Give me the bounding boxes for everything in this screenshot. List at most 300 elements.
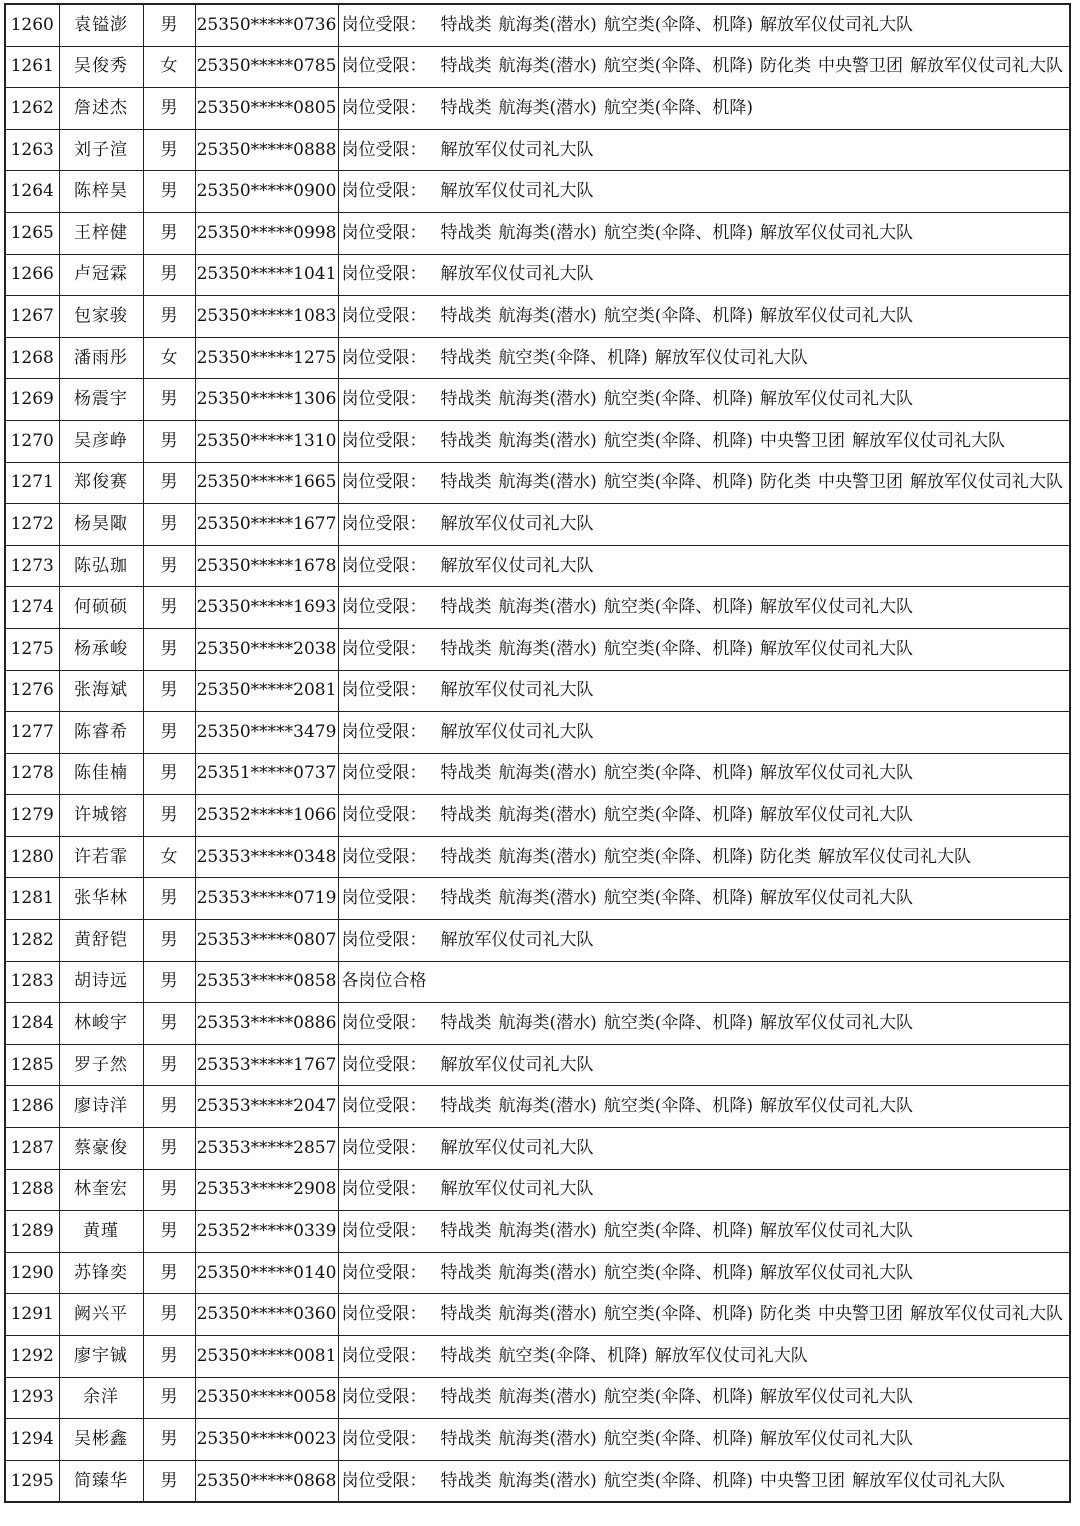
restricted-post-tag: 航海类(潜水) bbox=[498, 430, 597, 451]
gender-cell: 男 bbox=[143, 504, 195, 546]
row-number-cell: 1270 bbox=[5, 420, 59, 462]
restriction-cell bbox=[338, 1419, 1070, 1461]
id-number-cell: 25353*****1767 bbox=[195, 1044, 338, 1086]
table-row bbox=[5, 961, 1070, 1003]
id-number-cell: 25350*****0140 bbox=[195, 1252, 338, 1294]
id-number-cell: 25350*****1306 bbox=[195, 379, 338, 421]
restriction-cell bbox=[338, 420, 1070, 462]
restricted-post-tag: 航海类(潜水) bbox=[498, 597, 597, 618]
id-number-cell: 25353*****2857 bbox=[195, 1128, 338, 1170]
row-number-cell: 1260 bbox=[5, 4, 59, 46]
gender-cell: 男 bbox=[143, 712, 195, 754]
restricted-post-tag: 特战类 bbox=[440, 389, 492, 410]
gender-cell: 男 bbox=[143, 420, 195, 462]
restricted-post-tag: 解放军仪仗司礼大队 bbox=[440, 555, 594, 576]
restricted-post-tag: 解放军仪仗司礼大队 bbox=[760, 597, 914, 618]
restricted-post-tag: 特战类 bbox=[440, 1096, 492, 1117]
id-number-cell: 25350*****0736 bbox=[195, 4, 338, 46]
restricted-post-tag: 特战类 bbox=[440, 1428, 492, 1449]
restriction-cell bbox=[338, 1211, 1070, 1253]
restriction-prefix: 岗位受限： bbox=[341, 1137, 427, 1158]
restriction-prefix: 岗位受限： bbox=[341, 763, 427, 784]
restriction-cell bbox=[338, 628, 1070, 670]
restriction-cell bbox=[338, 878, 1070, 920]
restriction-prefix: 岗位受限： bbox=[341, 1013, 427, 1034]
name-cell: 袁镒澎 bbox=[59, 4, 143, 46]
restriction-prefix: 岗位受限： bbox=[341, 1428, 427, 1449]
restricted-post-tag: 特战类 bbox=[440, 638, 492, 659]
restricted-post-tag: 解放军仪仗司礼大队 bbox=[760, 888, 914, 909]
restricted-post-tag: 解放军仪仗司礼大队 bbox=[760, 1387, 914, 1408]
restricted-post-tag: 航空类(伞降、机降) bbox=[603, 1304, 754, 1325]
row-number-cell: 1266 bbox=[5, 254, 59, 296]
gender-cell: 男 bbox=[143, 753, 195, 795]
name-cell: 苏锋奕 bbox=[59, 1252, 143, 1294]
restriction-cell bbox=[338, 795, 1070, 837]
restricted-post-tag: 解放军仪仗司礼大队 bbox=[910, 56, 1064, 77]
restriction-prefix: 岗位受限： bbox=[341, 139, 427, 160]
row-number-cell: 1269 bbox=[5, 379, 59, 421]
name-cell: 蔡豪俊 bbox=[59, 1128, 143, 1170]
restricted-post-tag: 航空类(伞降、机降) bbox=[603, 805, 754, 826]
restriction-prefix: 岗位受限： bbox=[341, 181, 427, 202]
row-number-cell: 1276 bbox=[5, 670, 59, 712]
id-number-cell: 25350*****0023 bbox=[195, 1419, 338, 1461]
id-number-cell: 25353*****0719 bbox=[195, 878, 338, 920]
id-number-cell: 25350*****0360 bbox=[195, 1294, 338, 1336]
restriction-cell bbox=[338, 1169, 1070, 1211]
id-number-cell: 25350*****1310 bbox=[195, 420, 338, 462]
gender-cell: 男 bbox=[143, 628, 195, 670]
restricted-post-tag: 航海类(潜水) bbox=[498, 1262, 597, 1283]
restriction-cell bbox=[338, 712, 1070, 754]
row-number-cell: 1273 bbox=[5, 545, 59, 587]
table-row bbox=[5, 545, 1070, 587]
table-row bbox=[5, 753, 1070, 795]
gender-cell: 男 bbox=[143, 88, 195, 130]
name-cell: 廖宇铖 bbox=[59, 1336, 143, 1378]
table-row bbox=[5, 46, 1070, 88]
id-number-cell: 25353*****0807 bbox=[195, 920, 338, 962]
restricted-post-tag: 航海类(潜水) bbox=[498, 1096, 597, 1117]
restriction-cell bbox=[338, 1377, 1070, 1419]
restricted-post-tag: 特战类 bbox=[440, 1221, 492, 1242]
restriction-cell bbox=[338, 1460, 1070, 1502]
table-row bbox=[5, 712, 1070, 754]
id-number-cell: 25350*****0805 bbox=[195, 88, 338, 130]
restriction-prefix: 岗位受限： bbox=[341, 555, 427, 576]
name-cell: 包家骏 bbox=[59, 296, 143, 338]
restricted-post-tag: 解放军仪仗司礼大队 bbox=[440, 1137, 594, 1158]
name-cell: 郑俊赛 bbox=[59, 462, 143, 504]
row-number-cell: 1268 bbox=[5, 337, 59, 379]
gender-cell: 男 bbox=[143, 1336, 195, 1378]
restricted-post-tag: 解放军仪仗司礼大队 bbox=[760, 638, 914, 659]
table-row bbox=[5, 795, 1070, 837]
name-cell: 卢冠霖 bbox=[59, 254, 143, 296]
name-cell: 阙兴平 bbox=[59, 1294, 143, 1336]
gender-cell: 男 bbox=[143, 1003, 195, 1045]
restriction-cell bbox=[338, 753, 1070, 795]
restriction-cell bbox=[338, 4, 1070, 46]
restricted-post-tag: 中央警卫团 bbox=[760, 1470, 846, 1491]
id-number-cell: 25350*****1693 bbox=[195, 587, 338, 629]
name-cell: 余洋 bbox=[59, 1377, 143, 1419]
restriction-cell bbox=[338, 587, 1070, 629]
restriction-prefix: 岗位受限： bbox=[341, 513, 427, 534]
row-number-cell: 1282 bbox=[5, 920, 59, 962]
restricted-post-tag: 特战类 bbox=[440, 763, 492, 784]
name-cell: 林奎宏 bbox=[59, 1169, 143, 1211]
name-cell: 潘雨彤 bbox=[59, 337, 143, 379]
restricted-post-tag: 解放军仪仗司礼大队 bbox=[654, 347, 808, 368]
restricted-post-tag: 航空类(伞降、机降) bbox=[603, 1013, 754, 1034]
id-number-cell: 25350*****2081 bbox=[195, 670, 338, 712]
table-row bbox=[5, 171, 1070, 213]
restricted-post-tag: 航海类(潜水) bbox=[498, 1470, 597, 1491]
restricted-post-tag: 航海类(潜水) bbox=[498, 1221, 597, 1242]
restricted-post-tag: 航空类(伞降、机降) bbox=[603, 56, 754, 77]
restricted-post-tag: 解放军仪仗司礼大队 bbox=[910, 472, 1064, 493]
restriction-cell bbox=[338, 337, 1070, 379]
restricted-post-tag: 航海类(潜水) bbox=[498, 222, 597, 243]
table-row bbox=[5, 212, 1070, 254]
gender-cell: 女 bbox=[143, 46, 195, 88]
restricted-post-tag: 解放军仪仗司礼大队 bbox=[760, 1428, 914, 1449]
name-cell: 许城镕 bbox=[59, 795, 143, 837]
restriction-cell bbox=[338, 836, 1070, 878]
name-cell: 王梓健 bbox=[59, 212, 143, 254]
gender-cell: 男 bbox=[143, 254, 195, 296]
restricted-post-tag: 航空类(伞降、机降) bbox=[603, 222, 754, 243]
id-number-cell: 25350*****0868 bbox=[195, 1460, 338, 1502]
id-number-cell: 25350*****0785 bbox=[195, 46, 338, 88]
restricted-post-tag: 特战类 bbox=[440, 805, 492, 826]
table-row bbox=[5, 920, 1070, 962]
restricted-post-tag: 解放军仪仗司礼大队 bbox=[760, 1096, 914, 1117]
gender-cell: 男 bbox=[143, 961, 195, 1003]
id-number-cell: 25353*****2908 bbox=[195, 1169, 338, 1211]
restriction-prefix: 岗位受限： bbox=[341, 680, 427, 701]
table-row bbox=[5, 1419, 1070, 1461]
restricted-post-tag: 航空类(伞降、机降) bbox=[498, 1345, 648, 1366]
restriction-prefix: 岗位受限： bbox=[341, 638, 427, 659]
name-cell: 陈弘珈 bbox=[59, 545, 143, 587]
name-cell: 詹述杰 bbox=[59, 88, 143, 130]
restricted-post-tag: 解放军仪仗司礼大队 bbox=[852, 430, 1006, 451]
name-cell: 吴彬鑫 bbox=[59, 1419, 143, 1461]
table-row bbox=[5, 1252, 1070, 1294]
table-row bbox=[5, 4, 1070, 46]
name-cell: 陈睿希 bbox=[59, 712, 143, 754]
name-cell: 吴俊秀 bbox=[59, 46, 143, 88]
name-cell: 林峻宇 bbox=[59, 1003, 143, 1045]
restricted-post-tag: 解放军仪仗司礼大队 bbox=[760, 389, 914, 410]
restriction-cell bbox=[338, 462, 1070, 504]
restricted-post-tag: 解放军仪仗司礼大队 bbox=[440, 139, 594, 160]
row-number-cell: 1292 bbox=[5, 1336, 59, 1378]
gender-cell: 男 bbox=[143, 1211, 195, 1253]
name-cell: 廖诗洋 bbox=[59, 1086, 143, 1128]
gender-cell: 女 bbox=[143, 337, 195, 379]
gender-cell: 男 bbox=[143, 1419, 195, 1461]
restriction-prefix: 岗位受限： bbox=[341, 805, 427, 826]
table-row bbox=[5, 1294, 1070, 1336]
gender-cell: 男 bbox=[143, 129, 195, 171]
row-number-cell: 1267 bbox=[5, 296, 59, 338]
id-number-cell: 25350*****1678 bbox=[195, 545, 338, 587]
restricted-post-tag: 航空类(伞降、机降) bbox=[603, 1262, 754, 1283]
name-cell: 简臻华 bbox=[59, 1460, 143, 1502]
restricted-post-tag: 解放军仪仗司礼大队 bbox=[440, 721, 594, 742]
restricted-post-tag: 航海类(潜水) bbox=[498, 846, 597, 867]
id-number-cell: 25350*****0998 bbox=[195, 212, 338, 254]
restriction-cell bbox=[338, 504, 1070, 546]
row-number-cell: 1263 bbox=[5, 129, 59, 171]
name-cell: 张华林 bbox=[59, 878, 143, 920]
table-row bbox=[5, 462, 1070, 504]
gender-cell: 男 bbox=[143, 1044, 195, 1086]
row-number-cell: 1278 bbox=[5, 753, 59, 795]
restricted-post-tag: 航空类(伞降、机降) bbox=[603, 389, 754, 410]
id-number-cell: 25350*****1665 bbox=[195, 462, 338, 504]
restricted-post-tag: 航空类(伞降、机降) bbox=[603, 1221, 754, 1242]
row-number-cell: 1274 bbox=[5, 587, 59, 629]
restricted-post-tag: 防化类 bbox=[760, 846, 812, 867]
restricted-post-tag: 解放军仪仗司礼大队 bbox=[760, 1221, 914, 1242]
row-number-cell: 1262 bbox=[5, 88, 59, 130]
gender-cell: 男 bbox=[143, 171, 195, 213]
restricted-post-tag: 中央警卫团 bbox=[818, 1304, 904, 1325]
restriction-cell bbox=[338, 171, 1070, 213]
restriction-prefix: 岗位受限： bbox=[341, 929, 427, 950]
restricted-post-tag: 解放军仪仗司礼大队 bbox=[760, 305, 914, 326]
restricted-post-tag: 防化类 bbox=[760, 56, 812, 77]
name-cell: 刘子渲 bbox=[59, 129, 143, 171]
restricted-post-tag: 解放军仪仗司礼大队 bbox=[440, 181, 594, 202]
id-number-cell: 25351*****0737 bbox=[195, 753, 338, 795]
restricted-post-tag: 航空类(伞降、机降) bbox=[603, 846, 754, 867]
restricted-post-tag: 解放军仪仗司礼大队 bbox=[760, 222, 914, 243]
row-number-cell: 1283 bbox=[5, 961, 59, 1003]
restricted-post-tag: 解放军仪仗司礼大队 bbox=[760, 763, 914, 784]
restricted-post-tag: 航空类(伞降、机降) bbox=[498, 347, 648, 368]
restriction-cell bbox=[338, 920, 1070, 962]
table-row bbox=[5, 504, 1070, 546]
id-number-cell: 25350*****1275 bbox=[195, 337, 338, 379]
restricted-post-tag: 航空类(伞降、机降) bbox=[603, 1428, 754, 1449]
gender-cell: 男 bbox=[143, 545, 195, 587]
restricted-post-tag: 特战类 bbox=[440, 472, 492, 493]
name-cell: 何硕硕 bbox=[59, 587, 143, 629]
roster-table-body bbox=[5, 4, 1070, 1502]
name-cell: 陈佳楠 bbox=[59, 753, 143, 795]
restriction-prefix: 岗位受限： bbox=[341, 597, 427, 618]
gender-cell: 男 bbox=[143, 212, 195, 254]
restricted-post-tag: 特战类 bbox=[440, 97, 492, 118]
gender-cell: 女 bbox=[143, 836, 195, 878]
row-number-cell: 1275 bbox=[5, 628, 59, 670]
gender-cell: 男 bbox=[143, 1377, 195, 1419]
id-number-cell: 25352*****0339 bbox=[195, 1211, 338, 1253]
row-number-cell: 1291 bbox=[5, 1294, 59, 1336]
name-cell: 胡诗远 bbox=[59, 961, 143, 1003]
restricted-post-tag: 航海类(潜水) bbox=[498, 389, 597, 410]
id-number-cell: 25350*****0081 bbox=[195, 1336, 338, 1378]
restricted-post-tag: 航海类(潜水) bbox=[498, 472, 597, 493]
table-row bbox=[5, 587, 1070, 629]
restricted-post-tag: 防化类 bbox=[760, 1304, 812, 1325]
row-number-cell: 1279 bbox=[5, 795, 59, 837]
restricted-post-tag: 特战类 bbox=[440, 1387, 492, 1408]
restriction-cell bbox=[338, 212, 1070, 254]
restricted-post-tag: 特战类 bbox=[440, 1304, 492, 1325]
row-number-cell: 1272 bbox=[5, 504, 59, 546]
restriction-prefix: 岗位受限： bbox=[341, 264, 427, 285]
name-cell: 杨昊陬 bbox=[59, 504, 143, 546]
name-cell: 罗子然 bbox=[59, 1044, 143, 1086]
table-row bbox=[5, 670, 1070, 712]
restricted-post-tag: 航海类(潜水) bbox=[498, 14, 597, 35]
row-number-cell: 1288 bbox=[5, 1169, 59, 1211]
restriction-prefix: 岗位受限： bbox=[341, 1470, 427, 1491]
restriction-prefix: 岗位受限： bbox=[341, 888, 427, 909]
table-row bbox=[5, 1377, 1070, 1419]
table-row bbox=[5, 379, 1070, 421]
restriction-cell bbox=[338, 670, 1070, 712]
restricted-post-tag: 航海类(潜水) bbox=[498, 805, 597, 826]
row-number-cell: 1294 bbox=[5, 1419, 59, 1461]
restricted-post-tag: 航空类(伞降、机降) bbox=[603, 763, 754, 784]
restricted-post-tag: 航海类(潜水) bbox=[498, 1013, 597, 1034]
gender-cell: 男 bbox=[143, 878, 195, 920]
id-number-cell: 25353*****0886 bbox=[195, 1003, 338, 1045]
table-row bbox=[5, 878, 1070, 920]
restricted-post-tag: 特战类 bbox=[440, 1470, 492, 1491]
restricted-post-tag: 特战类 bbox=[440, 430, 492, 451]
restriction-prefix: 各岗位合格 bbox=[341, 971, 427, 992]
restriction-cell bbox=[338, 254, 1070, 296]
restriction-cell bbox=[338, 129, 1070, 171]
restricted-post-tag: 航空类(伞降、机降) bbox=[603, 597, 754, 618]
gender-cell: 男 bbox=[143, 1128, 195, 1170]
restriction-prefix: 岗位受限： bbox=[341, 472, 427, 493]
restriction-cell bbox=[338, 1044, 1070, 1086]
restriction-prefix: 岗位受限： bbox=[341, 222, 427, 243]
restriction-prefix: 岗位受限： bbox=[341, 56, 427, 77]
restriction-prefix: 岗位受限： bbox=[341, 1096, 427, 1117]
restricted-post-tag: 航空类(伞降、机降) bbox=[603, 1387, 754, 1408]
row-number-cell: 1264 bbox=[5, 171, 59, 213]
restriction-cell bbox=[338, 88, 1070, 130]
restricted-post-tag: 航海类(潜水) bbox=[498, 97, 597, 118]
gender-cell: 男 bbox=[143, 1169, 195, 1211]
row-number-cell: 1284 bbox=[5, 1003, 59, 1045]
id-number-cell: 25352*****1066 bbox=[195, 795, 338, 837]
table-row bbox=[5, 420, 1070, 462]
name-cell: 杨承峻 bbox=[59, 628, 143, 670]
restricted-post-tag: 航空类(伞降、机降) bbox=[603, 97, 754, 118]
restriction-cell bbox=[338, 1128, 1070, 1170]
restriction-cell bbox=[338, 961, 1070, 1003]
restricted-post-tag: 特战类 bbox=[440, 56, 492, 77]
gender-cell: 男 bbox=[143, 379, 195, 421]
restriction-prefix: 岗位受限： bbox=[341, 347, 427, 368]
restriction-cell bbox=[338, 1336, 1070, 1378]
table-row bbox=[5, 88, 1070, 130]
table-row bbox=[5, 1086, 1070, 1128]
restriction-cell bbox=[338, 1086, 1070, 1128]
restricted-post-tag: 防化类 bbox=[760, 472, 812, 493]
restriction-prefix: 岗位受限： bbox=[341, 1262, 427, 1283]
restricted-post-tag: 航空类(伞降、机降) bbox=[603, 638, 754, 659]
row-number-cell: 1281 bbox=[5, 878, 59, 920]
gender-cell: 男 bbox=[143, 462, 195, 504]
table-row bbox=[5, 628, 1070, 670]
restriction-prefix: 岗位受限： bbox=[341, 1221, 427, 1242]
table-row bbox=[5, 296, 1070, 338]
restriction-cell bbox=[338, 379, 1070, 421]
roster-table bbox=[4, 3, 1071, 1503]
id-number-cell: 25350*****2038 bbox=[195, 628, 338, 670]
restricted-post-tag: 解放军仪仗司礼大队 bbox=[440, 680, 594, 701]
restricted-post-tag: 航空类(伞降、机降) bbox=[603, 1096, 754, 1117]
gender-cell: 男 bbox=[143, 296, 195, 338]
row-number-cell: 1289 bbox=[5, 1211, 59, 1253]
name-cell: 黄瑾 bbox=[59, 1211, 143, 1253]
gender-cell: 男 bbox=[143, 587, 195, 629]
restriction-cell bbox=[338, 545, 1070, 587]
row-number-cell: 1265 bbox=[5, 212, 59, 254]
roster-sheet bbox=[4, 3, 1069, 1503]
restriction-prefix: 岗位受限： bbox=[341, 721, 427, 742]
row-number-cell: 1285 bbox=[5, 1044, 59, 1086]
restriction-prefix: 岗位受限： bbox=[341, 1054, 427, 1075]
restricted-post-tag: 解放军仪仗司礼大队 bbox=[654, 1345, 808, 1366]
id-number-cell: 25350*****0900 bbox=[195, 171, 338, 213]
table-row bbox=[5, 1211, 1070, 1253]
restricted-post-tag: 航海类(潜水) bbox=[498, 1387, 597, 1408]
restricted-post-tag: 特战类 bbox=[440, 222, 492, 243]
name-cell: 黄舒铠 bbox=[59, 920, 143, 962]
table-row bbox=[5, 254, 1070, 296]
id-number-cell: 25350*****1083 bbox=[195, 296, 338, 338]
row-number-cell: 1290 bbox=[5, 1252, 59, 1294]
restricted-post-tag: 特战类 bbox=[440, 1262, 492, 1283]
table-row bbox=[5, 836, 1070, 878]
row-number-cell: 1286 bbox=[5, 1086, 59, 1128]
restricted-post-tag: 解放军仪仗司礼大队 bbox=[852, 1470, 1006, 1491]
gender-cell: 男 bbox=[143, 1460, 195, 1502]
restriction-prefix: 岗位受限： bbox=[341, 1345, 427, 1366]
restriction-cell bbox=[338, 296, 1070, 338]
restricted-post-tag: 中央警卫团 bbox=[760, 430, 846, 451]
restricted-post-tag: 航空类(伞降、机降) bbox=[603, 888, 754, 909]
gender-cell: 男 bbox=[143, 1086, 195, 1128]
restriction-cell bbox=[338, 1003, 1070, 1045]
restricted-post-tag: 航海类(潜水) bbox=[498, 638, 597, 659]
restricted-post-tag: 特战类 bbox=[440, 597, 492, 618]
row-number-cell: 1287 bbox=[5, 1128, 59, 1170]
row-number-cell: 1277 bbox=[5, 712, 59, 754]
restriction-prefix: 岗位受限： bbox=[341, 846, 427, 867]
restriction-prefix: 岗位受限： bbox=[341, 1387, 427, 1408]
row-number-cell: 1280 bbox=[5, 836, 59, 878]
restricted-post-tag: 航海类(潜水) bbox=[498, 305, 597, 326]
id-number-cell: 25350*****0888 bbox=[195, 129, 338, 171]
restricted-post-tag: 航海类(潜水) bbox=[498, 1304, 597, 1325]
restricted-post-tag: 航空类(伞降、机降) bbox=[603, 430, 754, 451]
